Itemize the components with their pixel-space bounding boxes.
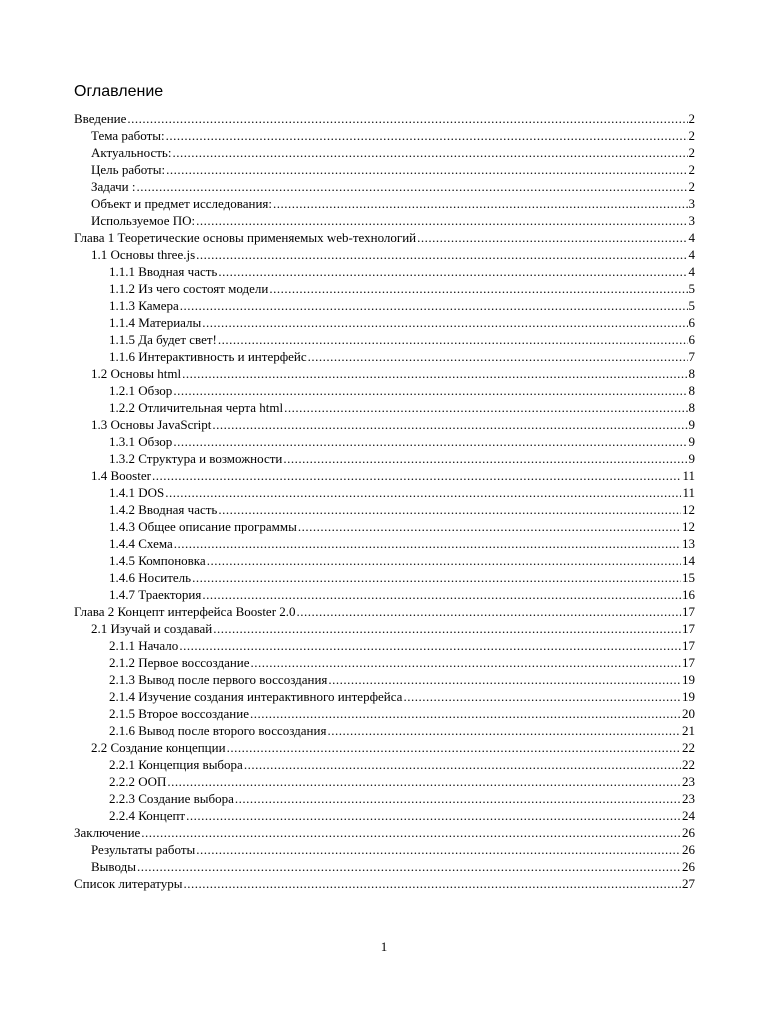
toc-entry[interactable]	[74, 161, 695, 178]
toc-entry-title: 1.3.1 Обзор	[109, 434, 173, 449]
toc-entry[interactable]	[74, 688, 695, 705]
toc-entry-title: 2.2 Создание концепции	[91, 740, 226, 755]
toc-entry-page: 17	[682, 655, 695, 670]
toc-entry-page: 17	[682, 621, 695, 636]
dot-leader	[127, 110, 687, 127]
toc-entry-page: 4	[688, 247, 695, 262]
toc-entry[interactable]	[74, 450, 695, 467]
toc-entry-page: 8	[688, 366, 695, 381]
toc-entry-page: 20	[682, 706, 695, 721]
table-of-contents	[74, 110, 695, 892]
toc-entry-page: 9	[688, 451, 695, 466]
toc-entry[interactable]	[74, 382, 695, 399]
dot-leader	[196, 212, 687, 229]
toc-entry-title: 1.4.4 Схема	[109, 536, 173, 551]
toc-entry-title: 1.1.5 Да будет свет!	[109, 332, 217, 347]
toc-entry[interactable]	[74, 433, 695, 450]
toc-entry[interactable]	[74, 399, 695, 416]
toc-entry-page: 3	[688, 213, 695, 228]
toc-entry-page: 8	[688, 400, 695, 415]
toc-entry-title: 2.1.5 Второе воссоздание	[109, 706, 249, 721]
toc-entry-title: Глава 2 Концепт интерфейса Booster 2.0	[74, 604, 296, 619]
toc-entry[interactable]	[74, 535, 695, 552]
dot-leader	[174, 535, 681, 552]
toc-entry[interactable]	[74, 654, 695, 671]
toc-entry-title: Введение	[74, 111, 127, 126]
toc-entry[interactable]	[74, 739, 695, 756]
toc-entry-page: 26	[682, 825, 695, 840]
toc-entry-page: 6	[688, 332, 695, 347]
toc-entry[interactable]	[74, 637, 695, 654]
toc-entry-title: 1.4.6 Носитель	[109, 570, 192, 585]
toc-entry-page: 17	[682, 604, 695, 619]
toc-entry[interactable]	[74, 603, 695, 620]
dot-leader	[235, 790, 681, 807]
toc-entry[interactable]	[74, 178, 695, 195]
toc-entry-page: 14	[682, 553, 695, 568]
dot-leader	[196, 246, 687, 263]
dot-leader	[172, 144, 687, 161]
toc-entry-page: 2	[688, 179, 695, 194]
dot-leader	[173, 433, 687, 450]
toc-entry-title: 1.2.1 Обзор	[109, 383, 173, 398]
toc-entry[interactable]	[74, 569, 695, 586]
dot-leader	[213, 620, 681, 637]
dot-leader	[173, 382, 687, 399]
dot-leader	[308, 348, 688, 365]
toc-entry-title: 1.4 Booster	[91, 468, 151, 483]
toc-entry[interactable]	[74, 722, 695, 739]
toc-entry-title: 2.1.4 Изучение создания интерактивного интерфейса	[109, 689, 403, 704]
toc-entry-title: 1.4.7 Траектория	[109, 587, 202, 602]
toc-entry-title: 2.1.6 Вывод после второго воссоздания	[109, 723, 327, 738]
toc-entry-title: 2.1.1 Начало	[109, 638, 179, 653]
toc-entry-title: 1.1.3 Камера	[109, 298, 179, 313]
toc-entry[interactable]	[74, 280, 695, 297]
dot-leader	[283, 450, 687, 467]
toc-entry-page: 6	[688, 315, 695, 330]
toc-entry-page: 12	[682, 502, 695, 517]
toc-entry-page: 2	[688, 128, 695, 143]
toc-entry-page: 11	[682, 485, 695, 500]
toc-entry[interactable]	[74, 875, 695, 892]
toc-entry[interactable]	[74, 484, 695, 501]
toc-entry[interactable]	[74, 620, 695, 637]
toc-entry[interactable]	[74, 705, 695, 722]
toc-entry[interactable]	[74, 501, 695, 518]
toc-entry-title: Объект и предмет исследования:	[91, 196, 272, 211]
dot-leader	[327, 722, 681, 739]
dot-leader	[403, 688, 681, 705]
dot-leader	[137, 178, 688, 195]
dot-leader	[212, 416, 687, 433]
toc-entry[interactable]	[74, 858, 695, 875]
dot-leader	[297, 603, 681, 620]
toc-entry-page: 7	[688, 349, 695, 364]
toc-entry-page: 4	[688, 264, 695, 279]
toc-entry-title: 1.1.4 Материалы	[109, 315, 202, 330]
dot-leader	[180, 297, 688, 314]
toc-entry-title: 2.1 Изучай и создавай	[91, 621, 213, 636]
toc-entry-title: Актуальность:	[91, 145, 172, 160]
dot-leader	[196, 841, 681, 858]
dot-leader	[184, 875, 682, 892]
toc-entry[interactable]	[74, 246, 695, 263]
dot-leader	[251, 654, 681, 671]
toc-entry-title: 2.2.1 Концепция выбора	[109, 757, 243, 772]
toc-entry[interactable]	[74, 314, 695, 331]
toc-entry-page: 26	[682, 842, 695, 857]
toc-entry-page: 8	[688, 383, 695, 398]
toc-entry-title: Задачи :	[91, 179, 136, 194]
toc-entry-page: 22	[682, 740, 695, 755]
toc-entry[interactable]	[74, 212, 695, 229]
toc-entry-page: 16	[682, 587, 695, 602]
toc-entry-title: 1.1.2 Из чего состоят модели	[109, 281, 269, 296]
toc-entry-page: 2	[688, 111, 695, 126]
toc-entry-title: 1.1.6 Интерактивность и интерфейс	[109, 349, 307, 364]
dot-leader	[284, 399, 687, 416]
dot-leader	[202, 586, 681, 603]
toc-entry[interactable]	[74, 773, 695, 790]
toc-entry[interactable]	[74, 365, 695, 382]
toc-entry-title: Заключение	[74, 825, 141, 840]
toc-entry-title: 1.2 Основы html	[91, 366, 182, 381]
dot-leader	[218, 263, 687, 280]
dot-leader	[218, 331, 688, 348]
toc-entry[interactable]	[74, 756, 695, 773]
toc-entry-title: Используемое ПО:	[91, 213, 196, 228]
toc-entry-title: Результаты работы	[91, 842, 196, 857]
toc-entry-page: 4	[688, 230, 695, 245]
toc-entry-page: 27	[682, 876, 695, 891]
toc-entry[interactable]	[74, 229, 695, 246]
dot-leader	[166, 127, 688, 144]
toc-entry[interactable]	[74, 807, 695, 824]
dot-leader	[179, 637, 681, 654]
dot-leader	[166, 161, 687, 178]
toc-entry[interactable]	[74, 841, 695, 858]
toc-entry-title: 2.2.4 Концепт	[109, 808, 186, 823]
toc-entry[interactable]	[74, 263, 695, 280]
toc-entry-title: Список литературы	[74, 876, 183, 891]
toc-entry-page: 23	[682, 791, 695, 806]
toc-entry-page: 23	[682, 774, 695, 789]
toc-entry-page: 19	[682, 672, 695, 687]
toc-entry-page: 15	[682, 570, 695, 585]
toc-entry-title: Выводы	[91, 859, 136, 874]
dot-leader	[207, 552, 681, 569]
toc-entry-title: Глава 1 Теоретические основы применяемых web-технологий	[74, 230, 417, 245]
toc-entry-title: 1.3.2 Структура и возможности	[109, 451, 283, 466]
toc-entry-page: 5	[688, 281, 695, 296]
dot-leader	[202, 314, 687, 331]
toc-entry-title: 1.4.1 DOS	[109, 485, 165, 500]
toc-entry-page: 9	[688, 434, 695, 449]
toc-entry-page: 2	[688, 162, 695, 177]
toc-entry-title: 1.4.3 Общее описание программы	[109, 519, 297, 534]
dot-leader	[141, 824, 681, 841]
toc-entry-page: 17	[682, 638, 695, 653]
page-number: 1	[380, 939, 388, 954]
toc-entry-page: 5	[688, 298, 695, 313]
toc-entry-page: 3	[688, 196, 695, 211]
dot-leader	[273, 195, 688, 212]
toc-entry-title: 2.2.2 ООП	[109, 774, 167, 789]
dot-leader	[182, 365, 687, 382]
toc-entry[interactable]	[74, 144, 695, 161]
toc-entry-page: 26	[682, 859, 695, 874]
dot-leader	[250, 705, 681, 722]
dot-leader	[167, 773, 681, 790]
toc-entry-page: 12	[682, 519, 695, 534]
toc-entry[interactable]	[74, 416, 695, 433]
toc-entry[interactable]	[74, 824, 695, 841]
dot-leader	[165, 484, 681, 501]
dot-leader	[417, 229, 687, 246]
toc-entry-page: 22	[682, 757, 695, 772]
toc-entry-title: 1.1.1 Вводная часть	[109, 264, 218, 279]
dot-leader	[152, 467, 682, 484]
toc-entry-title: 1.4.2 Вводная часть	[109, 502, 218, 517]
toc-entry-title: 1.3 Основы JavaScript	[91, 417, 212, 432]
toc-entry-title: 1.2.2 Отличительная черта html	[109, 400, 284, 415]
dot-leader	[298, 518, 681, 535]
dot-leader	[218, 501, 681, 518]
toc-heading: Оглавление	[74, 83, 164, 100]
toc-entry-title: Тема работы:	[91, 128, 165, 143]
dot-leader	[269, 280, 687, 297]
toc-entry-title: 1.1 Основы three.js	[91, 247, 196, 262]
toc-entry[interactable]	[74, 110, 695, 127]
toc-entry[interactable]	[74, 552, 695, 569]
toc-entry[interactable]	[74, 297, 695, 314]
toc-entry-title: Цель работы:	[91, 162, 166, 177]
toc-entry-page: 13	[682, 536, 695, 551]
dot-leader	[137, 858, 681, 875]
toc-entry[interactable]	[74, 790, 695, 807]
toc-entry[interactable]	[74, 586, 695, 603]
toc-entry-title: 1.4.5 Компоновка	[109, 553, 206, 568]
toc-entry[interactable]	[74, 348, 695, 365]
dot-leader	[186, 807, 681, 824]
toc-entry-page: 11	[682, 468, 695, 483]
toc-entry[interactable]	[74, 671, 695, 688]
toc-entry-page: 24	[682, 808, 695, 823]
toc-entry[interactable]	[74, 518, 695, 535]
toc-entry-page: 2	[688, 145, 695, 160]
dot-leader	[244, 756, 681, 773]
toc-entry[interactable]	[74, 331, 695, 348]
dot-leader	[328, 671, 681, 688]
toc-entry[interactable]	[74, 127, 695, 144]
toc-entry[interactable]	[74, 467, 695, 484]
toc-entry-title: 2.1.2 Первое воссоздание	[109, 655, 250, 670]
dot-leader	[192, 569, 681, 586]
toc-entry-title: 2.2.3 Создание выбора	[109, 791, 234, 806]
toc-entry-page: 19	[682, 689, 695, 704]
toc-entry[interactable]	[74, 195, 695, 212]
toc-entry-page: 21	[682, 723, 695, 738]
toc-entry-title: 2.1.3 Вывод после первого воссоздания	[109, 672, 328, 687]
dot-leader	[227, 739, 681, 756]
toc-entry-page: 9	[688, 417, 695, 432]
